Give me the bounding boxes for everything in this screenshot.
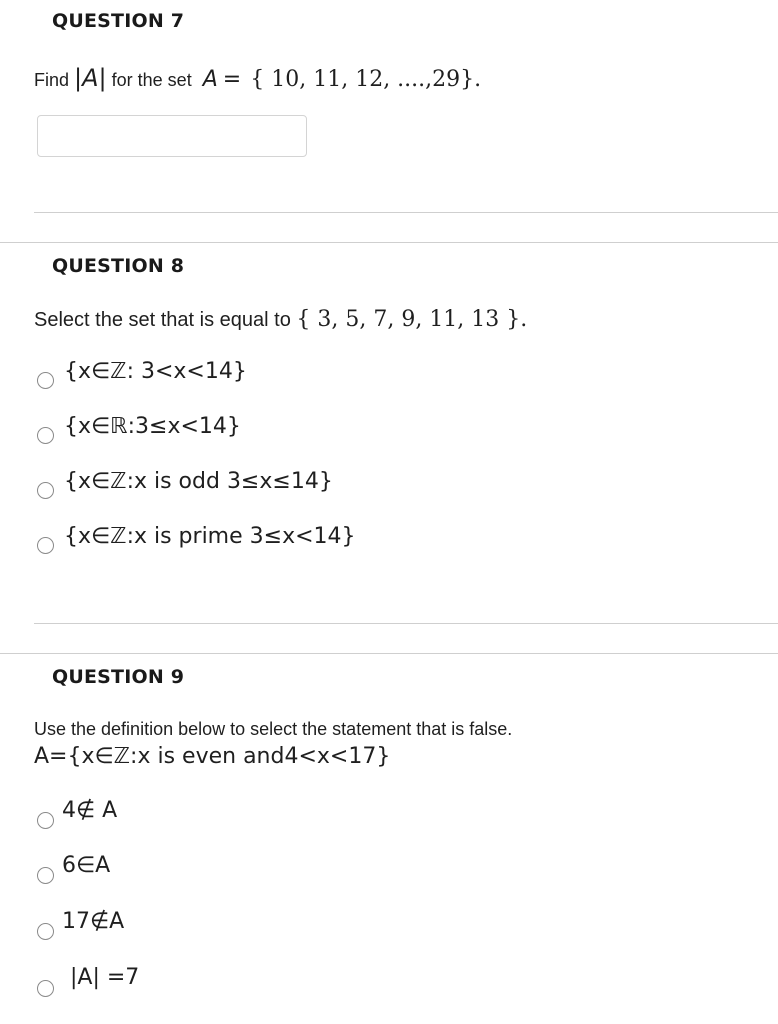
q8-option-4-radio[interactable] <box>37 537 54 554</box>
divider <box>34 212 778 213</box>
q8-prompt-text: Select the set that is equal to <box>34 309 291 331</box>
q7-equals: = <box>222 67 242 92</box>
q9-option-4-label[interactable]: |A| =7 <box>70 965 140 990</box>
q9-option-4-radio[interactable] <box>37 980 54 997</box>
q9-option-2-label[interactable]: 6∈A <box>62 853 111 878</box>
q8-option-2-label[interactable]: {x∈ℝ:3≤x<14} <box>64 414 241 439</box>
q8-option-3-label[interactable]: {x∈ℤ:x is odd 3≤x≤14} <box>64 469 333 494</box>
q9-option-1-radio[interactable] <box>37 812 54 829</box>
q8-option-2-radio[interactable] <box>37 427 54 444</box>
q8-option-4-label[interactable]: {x∈ℤ:x is prime 3≤x<14} <box>64 524 356 549</box>
q9-definition: A={x∈ℤ:x is even and4<x<17} <box>34 744 391 769</box>
q7-prompt-mid: for the set <box>111 70 192 90</box>
q9-option-2-radio[interactable] <box>37 867 54 884</box>
divider <box>34 623 778 624</box>
q9-option-3-radio[interactable] <box>37 923 54 940</box>
question-8-prompt <box>34 307 527 332</box>
q8-option-1-label[interactable]: {x∈ℤ: 3<x<14} <box>64 359 247 384</box>
q8-option-1-radio[interactable] <box>37 372 54 389</box>
q8-option-3-radio[interactable] <box>37 482 54 499</box>
q9-instruction: Use the definition below to select the statement that is false. <box>34 719 513 739</box>
divider <box>0 653 778 654</box>
question-9-title: QUESTION 9 <box>52 666 185 688</box>
q7-answer-input[interactable] <box>37 115 307 157</box>
q7-set-variable: A <box>202 67 218 92</box>
q8-target-set: { 3, 5, 7, 9, 11, 13 }. <box>296 307 528 332</box>
q7-abs-variable: A <box>82 64 99 92</box>
q9-option-1-label[interactable]: 4∉ A <box>62 798 118 823</box>
question-7-prompt: Find |A| for the set A = { 10, 11, 12, ....,29}. <box>34 64 482 92</box>
question-8-title: QUESTION 8 <box>52 255 185 277</box>
q7-set-literal: { 10, 11, 12, ....,29}. <box>250 67 482 92</box>
q9-option-3-label[interactable]: 17∉A <box>62 909 125 934</box>
divider <box>0 242 778 243</box>
q7-prompt-prefix: Find <box>34 70 70 90</box>
question-7-title: QUESTION 7 <box>52 10 185 32</box>
